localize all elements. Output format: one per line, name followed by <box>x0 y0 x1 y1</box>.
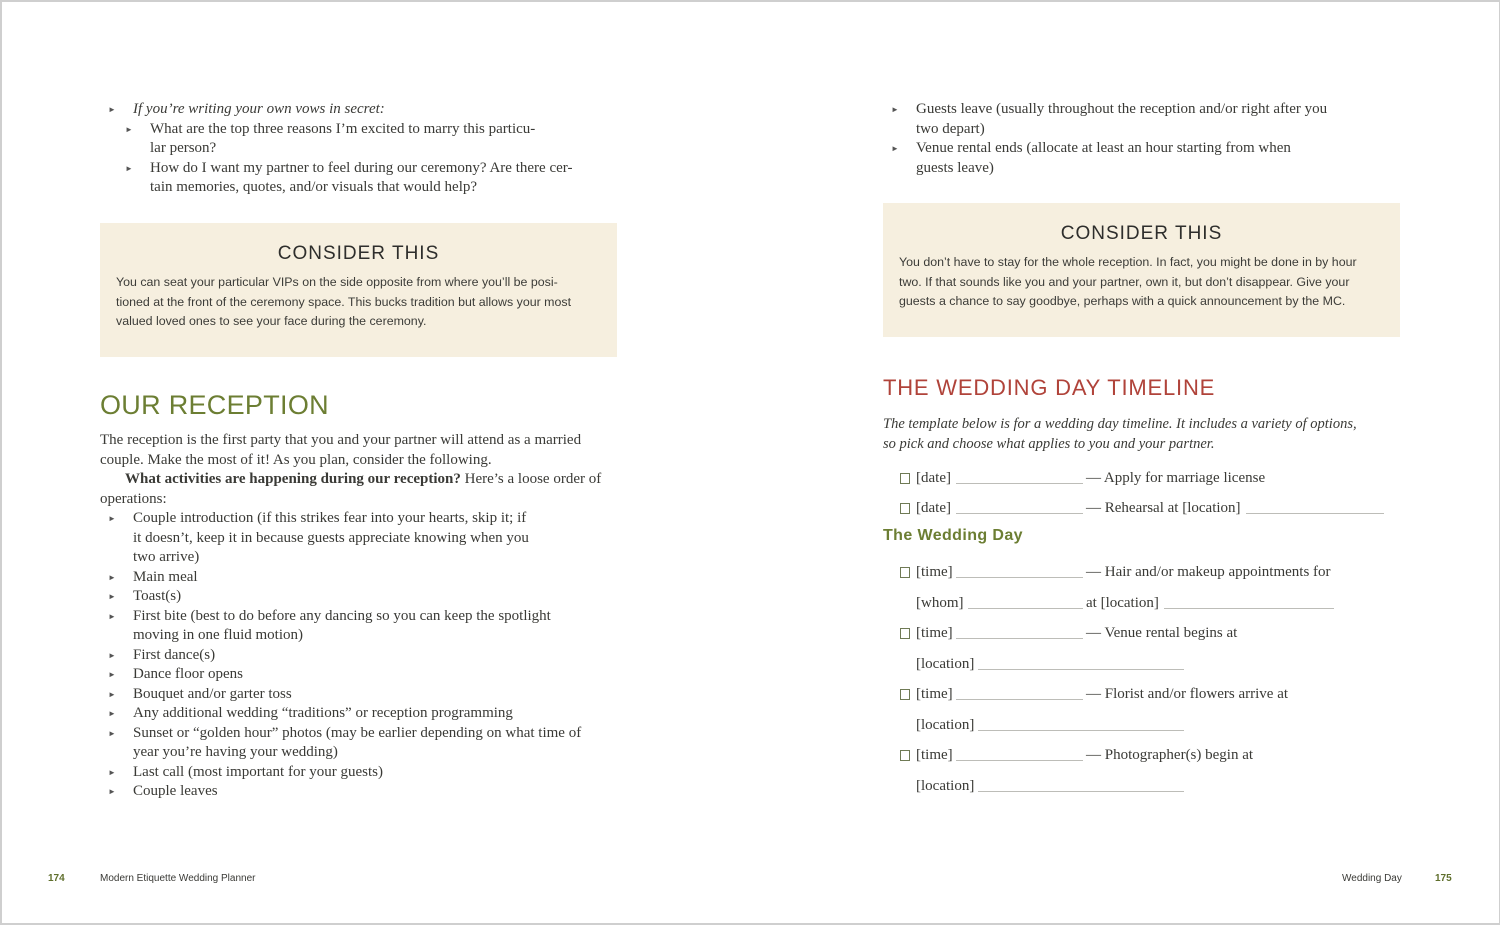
callout-title: CONSIDER THIS <box>1060 223 1223 244</box>
task-label: — Apply for marriage license <box>1086 470 1266 486</box>
activity-line: Bouquet and/or garter toss <box>133 685 292 702</box>
blank-line-input[interactable] <box>978 730 1184 731</box>
task-label: — Photographer(s) begin at <box>1086 747 1254 763</box>
triangle-bullet-icon: ► <box>108 514 116 523</box>
activity-line: two arrive) <box>133 549 200 565</box>
page-number-right: 175 <box>1435 873 1452 884</box>
vows-secret-list <box>100 100 620 120</box>
field-label: [whom] <box>916 595 964 611</box>
triangle-bullet-icon: ► <box>108 592 116 601</box>
triangle-bullet-icon: ► <box>891 105 899 114</box>
field-label: [date] <box>916 470 951 486</box>
blank-line-input[interactable] <box>956 760 1083 761</box>
triangle-bullet-icon: ► <box>125 124 133 134</box>
callout-line: guests a chance to say goodbye, perhaps with a quick announcement by the MC. <box>899 294 1346 309</box>
field-label: [location] <box>916 778 975 794</box>
task-label: — Hair and/or makeup appointments for <box>1086 564 1331 580</box>
running-title-left: Modern Etiquette Wedding Planner <box>100 873 256 884</box>
field-label: [time] <box>916 747 953 763</box>
blank-line-input[interactable] <box>956 638 1083 639</box>
field-label: [time] <box>916 564 953 580</box>
activity-line: Main meal <box>133 568 198 585</box>
question-line: lar person? <box>150 140 217 156</box>
callout-line: valued loved ones to see your face during the ceremony. <box>116 314 427 329</box>
activity-line: Dance floor opens <box>133 666 243 682</box>
list-item <box>100 763 620 783</box>
blank-line-input[interactable] <box>968 608 1083 609</box>
question-line: How do I want my partner to feel during our ceremony? Are there cer- <box>150 159 573 176</box>
checkbox-icon[interactable] <box>900 473 910 484</box>
activity-line: moving in one fluid motion) <box>133 627 303 643</box>
list-line: guests leave) <box>916 159 994 176</box>
field-label: [time] <box>916 686 953 702</box>
page-number-left: 174 <box>48 873 65 884</box>
triangle-bullet-icon: ► <box>108 670 116 679</box>
triangle-bullet-icon: ► <box>108 105 116 114</box>
list-line: Venue rental ends (allocate at least an hour starting from when <box>916 140 1291 156</box>
triangle-bullet-icon: ► <box>108 611 116 621</box>
intro-line: The template below is for a wedding day timeline. It includes a variety of options, <box>883 416 1357 432</box>
checkbox-icon[interactable] <box>900 628 910 639</box>
blank-line-input[interactable] <box>1246 513 1384 514</box>
reception-section <box>100 390 620 802</box>
intro-line: The reception is the first party that you and your partner will attend as a married <box>100 432 582 448</box>
list-item <box>100 568 620 588</box>
list-line: two depart) <box>916 120 985 137</box>
checkbox-icon[interactable] <box>900 750 910 761</box>
list-item <box>100 724 620 763</box>
callout-line: tioned at the front of the ceremony space. This bucks tradition but allows your most <box>116 294 572 309</box>
callout-body <box>116 273 601 332</box>
triangle-bullet-icon: ► <box>891 144 899 153</box>
blank-line-input[interactable] <box>956 513 1083 514</box>
field-label: [time] <box>916 625 953 641</box>
callout-line: You can seat your particular VIPs on the side opposite from where you’ll be posi- <box>116 275 558 289</box>
activity-line: Couple introduction (if this strikes fear into your hearts, skip it; if <box>133 510 527 526</box>
task-label: — Rehearsal at [location] <box>1086 500 1241 516</box>
task-label: — Venue rental begins at <box>1086 625 1238 641</box>
activity-line: Sunset or “golden hour” photos (may be earlier depending on what time of <box>133 724 582 741</box>
consider-this-callout-left <box>100 223 617 357</box>
question-rest: Here’s a loose order of <box>460 471 602 487</box>
task-label: — Florist and/or flowers arrive at <box>1086 686 1289 702</box>
reception-intro <box>100 431 620 509</box>
reception-activities-list <box>100 509 620 802</box>
triangle-bullet-icon: ► <box>108 650 116 660</box>
list-item <box>100 587 620 607</box>
intro-line: couple. Make the most of it! As you plan, consider the following. <box>100 451 492 468</box>
timeline-list <box>883 0 1403 925</box>
activity-line: year you’re having your wedding) <box>133 744 338 760</box>
question-line: tain memories, quotes, and/or visuals that would help? <box>150 179 478 195</box>
triangle-bullet-icon: ► <box>125 163 133 173</box>
checkbox-icon[interactable] <box>900 567 910 578</box>
running-title-right: Wedding Day <box>1342 873 1402 884</box>
triangle-bullet-icon: ► <box>108 689 116 699</box>
triangle-bullet-icon: ► <box>108 767 116 777</box>
list-line: Guests leave (usually throughout the reception and/or right after you <box>916 101 1328 117</box>
checkbox-icon[interactable] <box>900 689 910 700</box>
list-item <box>100 509 620 568</box>
list-item <box>100 159 620 198</box>
left-page-top <box>100 100 620 198</box>
list-item <box>100 120 620 159</box>
activity-line: Toast(s) <box>133 588 182 604</box>
list-item <box>100 782 620 802</box>
triangle-bullet-icon: ► <box>108 572 116 582</box>
activity-line: First dance(s) <box>133 646 216 663</box>
triangle-bullet-icon: ► <box>108 709 116 718</box>
list-item <box>100 607 620 646</box>
triangle-bullet-icon: ► <box>108 787 116 796</box>
blank-line-input[interactable] <box>956 699 1083 700</box>
blank-line-input[interactable] <box>978 669 1184 670</box>
field-label: [date] <box>916 500 951 516</box>
activity-line: Last call (most important for your guests) <box>133 763 383 780</box>
list-item <box>100 665 620 685</box>
callout-line: two. If that sounds like you and your partner, own it, but don’t disappear. Give your <box>899 274 1350 289</box>
question-cont: operations: <box>100 490 167 507</box>
activity-line: Any additional wedding “traditions” or reception programming <box>133 705 513 721</box>
activity-line: First bite (best to do before any dancing so you can keep the spotlight <box>133 607 551 624</box>
blank-line-input[interactable] <box>1164 608 1334 609</box>
field-label: [location] <box>916 656 975 672</box>
task-label: at [location] <box>1086 595 1159 611</box>
activity-line: it doesn’t, keep it in because guests appreciate knowing when you <box>133 529 529 546</box>
vows-secret-lead: If you’re writing your own vows in secret: <box>133 101 385 117</box>
question-bold: What activities are happening during our reception? <box>125 471 461 487</box>
triangle-bullet-icon: ► <box>108 728 116 738</box>
activities-question <box>100 470 620 490</box>
field-label: [location] <box>916 717 975 733</box>
list-item <box>100 704 620 724</box>
vows-questions-list <box>100 120 620 198</box>
section-heading: OUR RECEPTION <box>100 390 329 420</box>
question-line: What are the top three reasons I’m excited to marry this particu- <box>150 120 536 137</box>
callout-title: CONSIDER THIS <box>277 243 440 264</box>
blank-line-input[interactable] <box>956 577 1083 578</box>
section-heading: THE WEDDING DAY TIMELINE <box>883 375 1216 400</box>
blank-line-input[interactable] <box>978 791 1184 792</box>
checkbox-icon[interactable] <box>900 503 910 514</box>
callout-line: You don’t have to stay for the whole reception. In fact, you might be done in by hour <box>899 255 1357 269</box>
list-item <box>100 100 620 120</box>
activity-line: Couple leaves <box>133 783 218 799</box>
list-item <box>100 685 620 705</box>
subheading: The Wedding Day <box>883 527 1023 544</box>
intro-line: so pick and choose what applies to you and your partner. <box>883 435 1215 452</box>
blank-line-input[interactable] <box>956 483 1083 484</box>
list-item <box>100 646 620 666</box>
